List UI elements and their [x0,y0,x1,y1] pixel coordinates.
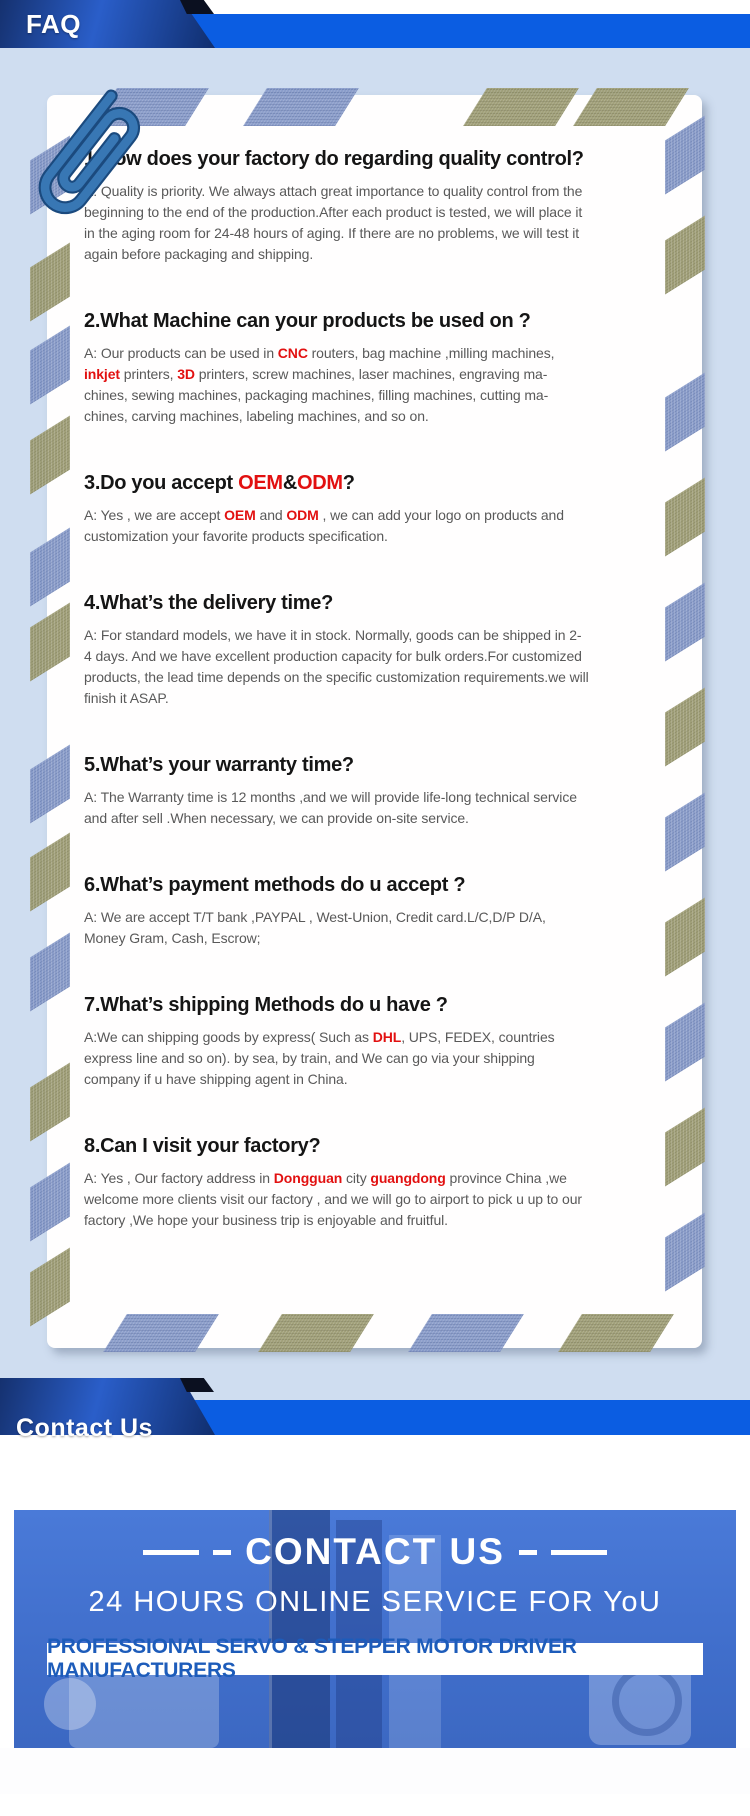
hero-title-row [14,1532,736,1572]
text-segment: printers, screw machines, laser machines, engraving ma-chines, sewing machines, packaging machines, filling machines, cutting ma-chines, carving machines, labeling machines, and so on. [84,366,549,424]
faq-question [84,147,592,171]
highlighted-text: DHL [372,1029,402,1045]
title-dash-right-short [519,1550,537,1555]
text-segment: A:We can shipping goods by express( Such as [84,1029,373,1045]
motor-shaft-ghost [44,1678,96,1730]
faq-item [84,873,592,949]
text-segment: 6.What’s payment methods do u accept ? [84,874,466,896]
highlighted-text: ODM [296,472,343,494]
washi-tape-decoration [103,1314,219,1352]
faq-section-banner [0,0,750,48]
washi-tape-decoration [665,373,705,452]
text-segment: printers, [119,366,178,382]
washi-tape-decoration [665,116,705,195]
faq-question [84,309,592,333]
text-segment: 7.What’s shipping Methods do u have ? [84,994,448,1016]
text-segment: , we can add your logo on products and customization your favorite products specification. [84,507,564,544]
washi-tape-decoration [665,478,705,557]
washi-tape-decoration [665,216,705,295]
washi-tape-decoration [665,1213,705,1292]
text-segment: A: Our products can be used in [84,345,278,361]
faq-item [84,1134,592,1231]
faq-answer [84,1168,589,1231]
text-segment: , UPS, FEDEX, countries express line and so on). by sea, by train, and We can go via your shipping company if u have shipping agent in China. [84,1029,555,1087]
faq-item [84,309,592,427]
washi-tape-decoration [30,933,70,1012]
text-segment: & [282,472,297,494]
text-segment: A: Yes , Our factory address in [84,1170,274,1186]
hero-ribbon-text: PROFESSIONAL SERVO & STEPPER MOTOR DRIVER MANUFACTURERS [47,1635,577,1682]
hero-ribbon [47,1635,703,1682]
contact-banner-title: Contact Us [16,1414,153,1442]
text-segment: 2.What Machine can your products be used on ? [84,310,531,332]
washi-tape-decoration [30,603,70,682]
faq-question [84,1134,592,1158]
title-dash-left [143,1550,199,1555]
faq-answer [84,625,589,709]
text-segment: A: The Warranty time is 12 months ,and we will provide life-long technical service and after sell .When necessary, we can provide on-site service. [84,789,577,826]
washi-tape-decoration [665,1003,705,1082]
faq-answer [84,181,589,265]
washi-tape-decoration [30,1248,70,1327]
contact-hero-image [14,1510,736,1748]
washi-tape-decoration [258,1314,374,1352]
highlighted-text: ODM [286,507,319,523]
washi-tape-decoration [573,88,689,126]
faq-list [84,147,592,1275]
footer-space [0,1748,750,1794]
washi-tape-decoration [30,326,70,405]
washi-tape-decoration [30,528,70,607]
faq-question [84,993,592,1017]
text-segment: 4.What’s the delivery time? [84,592,334,614]
highlighted-text: CNC [277,345,308,361]
washi-tape-decoration [463,88,579,126]
text-segment: A: For standard models, we have it in stock. Normally, goods can be shipped in 2-4 days. And we have excellent production capacity for bulk orders.For customized products, the lead time depends on the specific customization requirements.we will finish it ASAP. [84,627,589,706]
washi-tape-decoration [30,1063,70,1142]
highlighted-text: Dongguan [273,1170,343,1186]
text-segment: province China ,we welcome more clients visit our factory , and we will go to airport to pick u up to our factory ,We hope your business trip is enjoyable and fruitful. [84,1170,582,1228]
highlighted-text: OEM [238,472,283,494]
washi-tape-decoration [408,1314,524,1352]
faq-item [84,753,592,829]
text-segment: 8.Can I visit your factory? [84,1135,321,1157]
washi-tape-decoration [243,88,359,126]
highlighted-text: guangdong [370,1170,446,1186]
faq-paper-card [47,95,702,1348]
text-segment: routers, bag machine ,milling machines, [307,345,555,361]
text-segment: city [342,1170,371,1186]
faq-answer [84,1027,589,1090]
faq-answer [84,787,589,829]
highlighted-text: inkjet [84,366,120,382]
text-segment: A: Yes , we are accept [84,507,225,523]
text-segment: A: Quality is priority. We always attach great importance to quality control from the beginning to the end of the production.After each product is tested, we will place it in the aging room for 24-48 hours of aging. If there are no problems, we will test it again before packaging and shipping. [84,183,583,262]
washi-tape-decoration [558,1314,674,1352]
washi-tape-decoration [665,898,705,977]
washi-tape-decoration [665,1108,705,1187]
text-segment: 5.What’s your warranty time? [84,754,354,776]
washi-tape-decoration [665,688,705,767]
faq-answer [84,343,589,427]
faq-question [84,471,592,495]
hero-title: CONTACT US [245,1531,505,1572]
washi-tape-decoration [30,416,70,495]
faq-item [84,147,592,265]
highlighted-text: 3D [177,366,195,382]
highlighted-text: OEM [224,507,256,523]
faq-item [84,993,592,1090]
hero-subtitle: 24 HOURS ONLINE SERVICE FOR YoU [88,1586,662,1618]
text-segment: ? [342,472,355,494]
faq-answer [84,505,589,547]
washi-tape-decoration [665,583,705,662]
text-segment: 1.How does your factory do regarding quality control? [84,148,584,170]
faq-question [84,753,592,777]
faq-item [84,591,592,709]
washi-tape-decoration [30,1163,70,1242]
faq-banner-title: FAQ [26,9,81,39]
faq-item [84,471,592,547]
title-dash-right [551,1550,607,1555]
text-segment: 3.Do you accept [84,472,239,494]
washi-tape-decoration [30,243,70,322]
contact-section-banner [0,1400,750,1442]
faq-question [84,873,592,897]
text-segment: and [255,507,287,523]
title-dash-left-short [213,1550,231,1555]
washi-tape-decoration [30,745,70,824]
washi-tape-decoration [30,833,70,912]
washi-tape-decoration [665,793,705,872]
faq-background [0,48,750,1422]
text-segment: A: We are accept T/T bank ,PAYPAL , West-Union, Credit card.L/C,D/P D/A, Money Gram, Cash, Escrow; [84,909,546,946]
faq-answer [84,907,589,949]
faq-question [84,591,592,615]
